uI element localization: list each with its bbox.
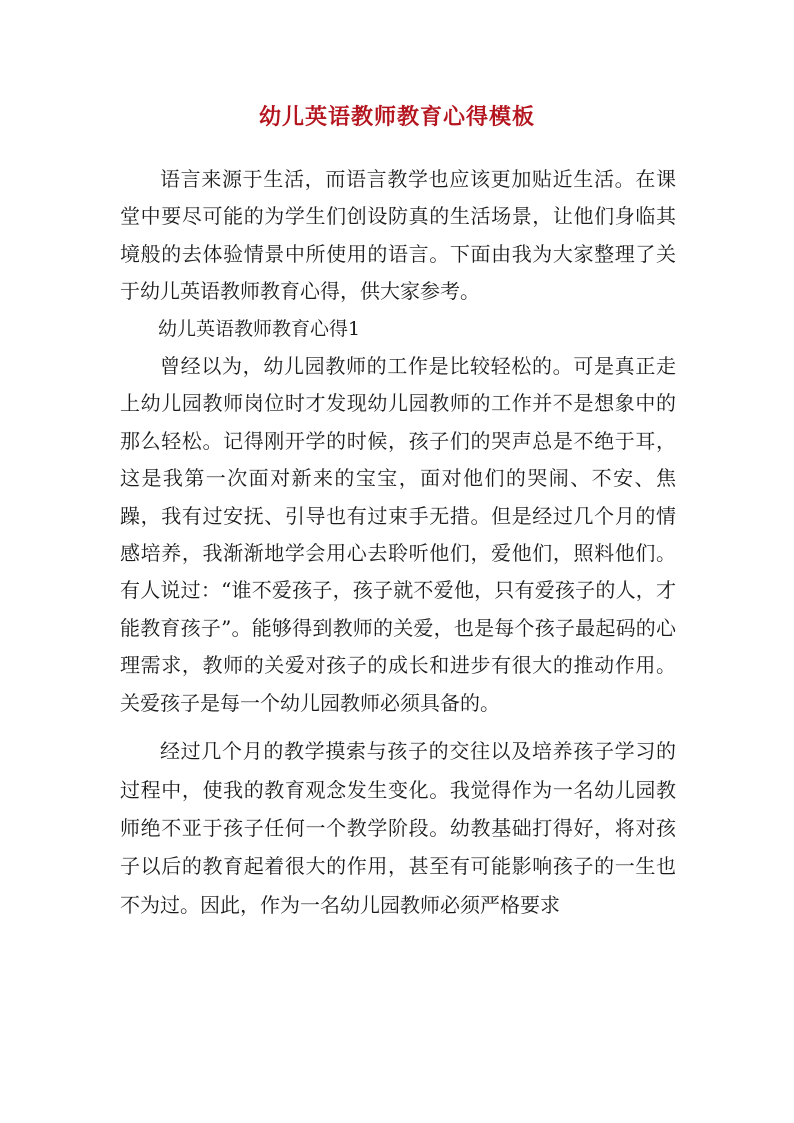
body-paragraph-1: 曾经以为，幼儿园教师的工作是比较轻松的。可是真正走上幼儿园教师岗位时才发现幼儿园教师的工作并不是想象中的那么轻松。记得刚开学的时候，孩子们的哭声总是不绝于耳，这是我第一次面对新来的宝宝，面对他们的哭闹、不安、焦躁，我有过安抚、引导也有过束手无措。但是经过几个月的情感培养，我渐渐地学会用心去聆听他们，爱他们，照料他们。有人说过：“谁不爱孩子，孩子就不爱他，只有爱孩子的人，才能教育孩子”。能够得到教师的关爱，也是每个孩子最起码的心理需求，教师的关爱对孩子的成长和进步有很大的推动作用。关爱孩子是每一个幼儿园教师必须具备的。 — [120, 354, 676, 715]
section-heading: 幼儿英语教师教育心得1 — [158, 317, 361, 340]
body-paragraph-2: 经过几个月的教学摸索与孩子的交往以及培养孩子学习的过程中，使我的教育观念发生变化。我觉得作为一名幼儿园教师绝不亚于孩子任何一个教学阶段。幼教基础打得好，将对孩子以后的教育起着很大的作用，甚至有可能影响孩子的一生也不为过。因此，作为一名幼儿园教师必须严格要求 — [120, 739, 676, 917]
document-title: 幼儿英语教师教育心得模板 — [258, 104, 535, 130]
intro-paragraph: 语言来源于生活，而语言教学也应该更加贴近生活。在课堂中要尽可能的为学生们创设防真的生活场景，让他们身临其境般的去体验情景中所使用的语言。下面由我为大家整理了关于幼儿英语教师教育心得，供大家参考。 — [120, 167, 676, 304]
document-body — [120, 161, 676, 924]
